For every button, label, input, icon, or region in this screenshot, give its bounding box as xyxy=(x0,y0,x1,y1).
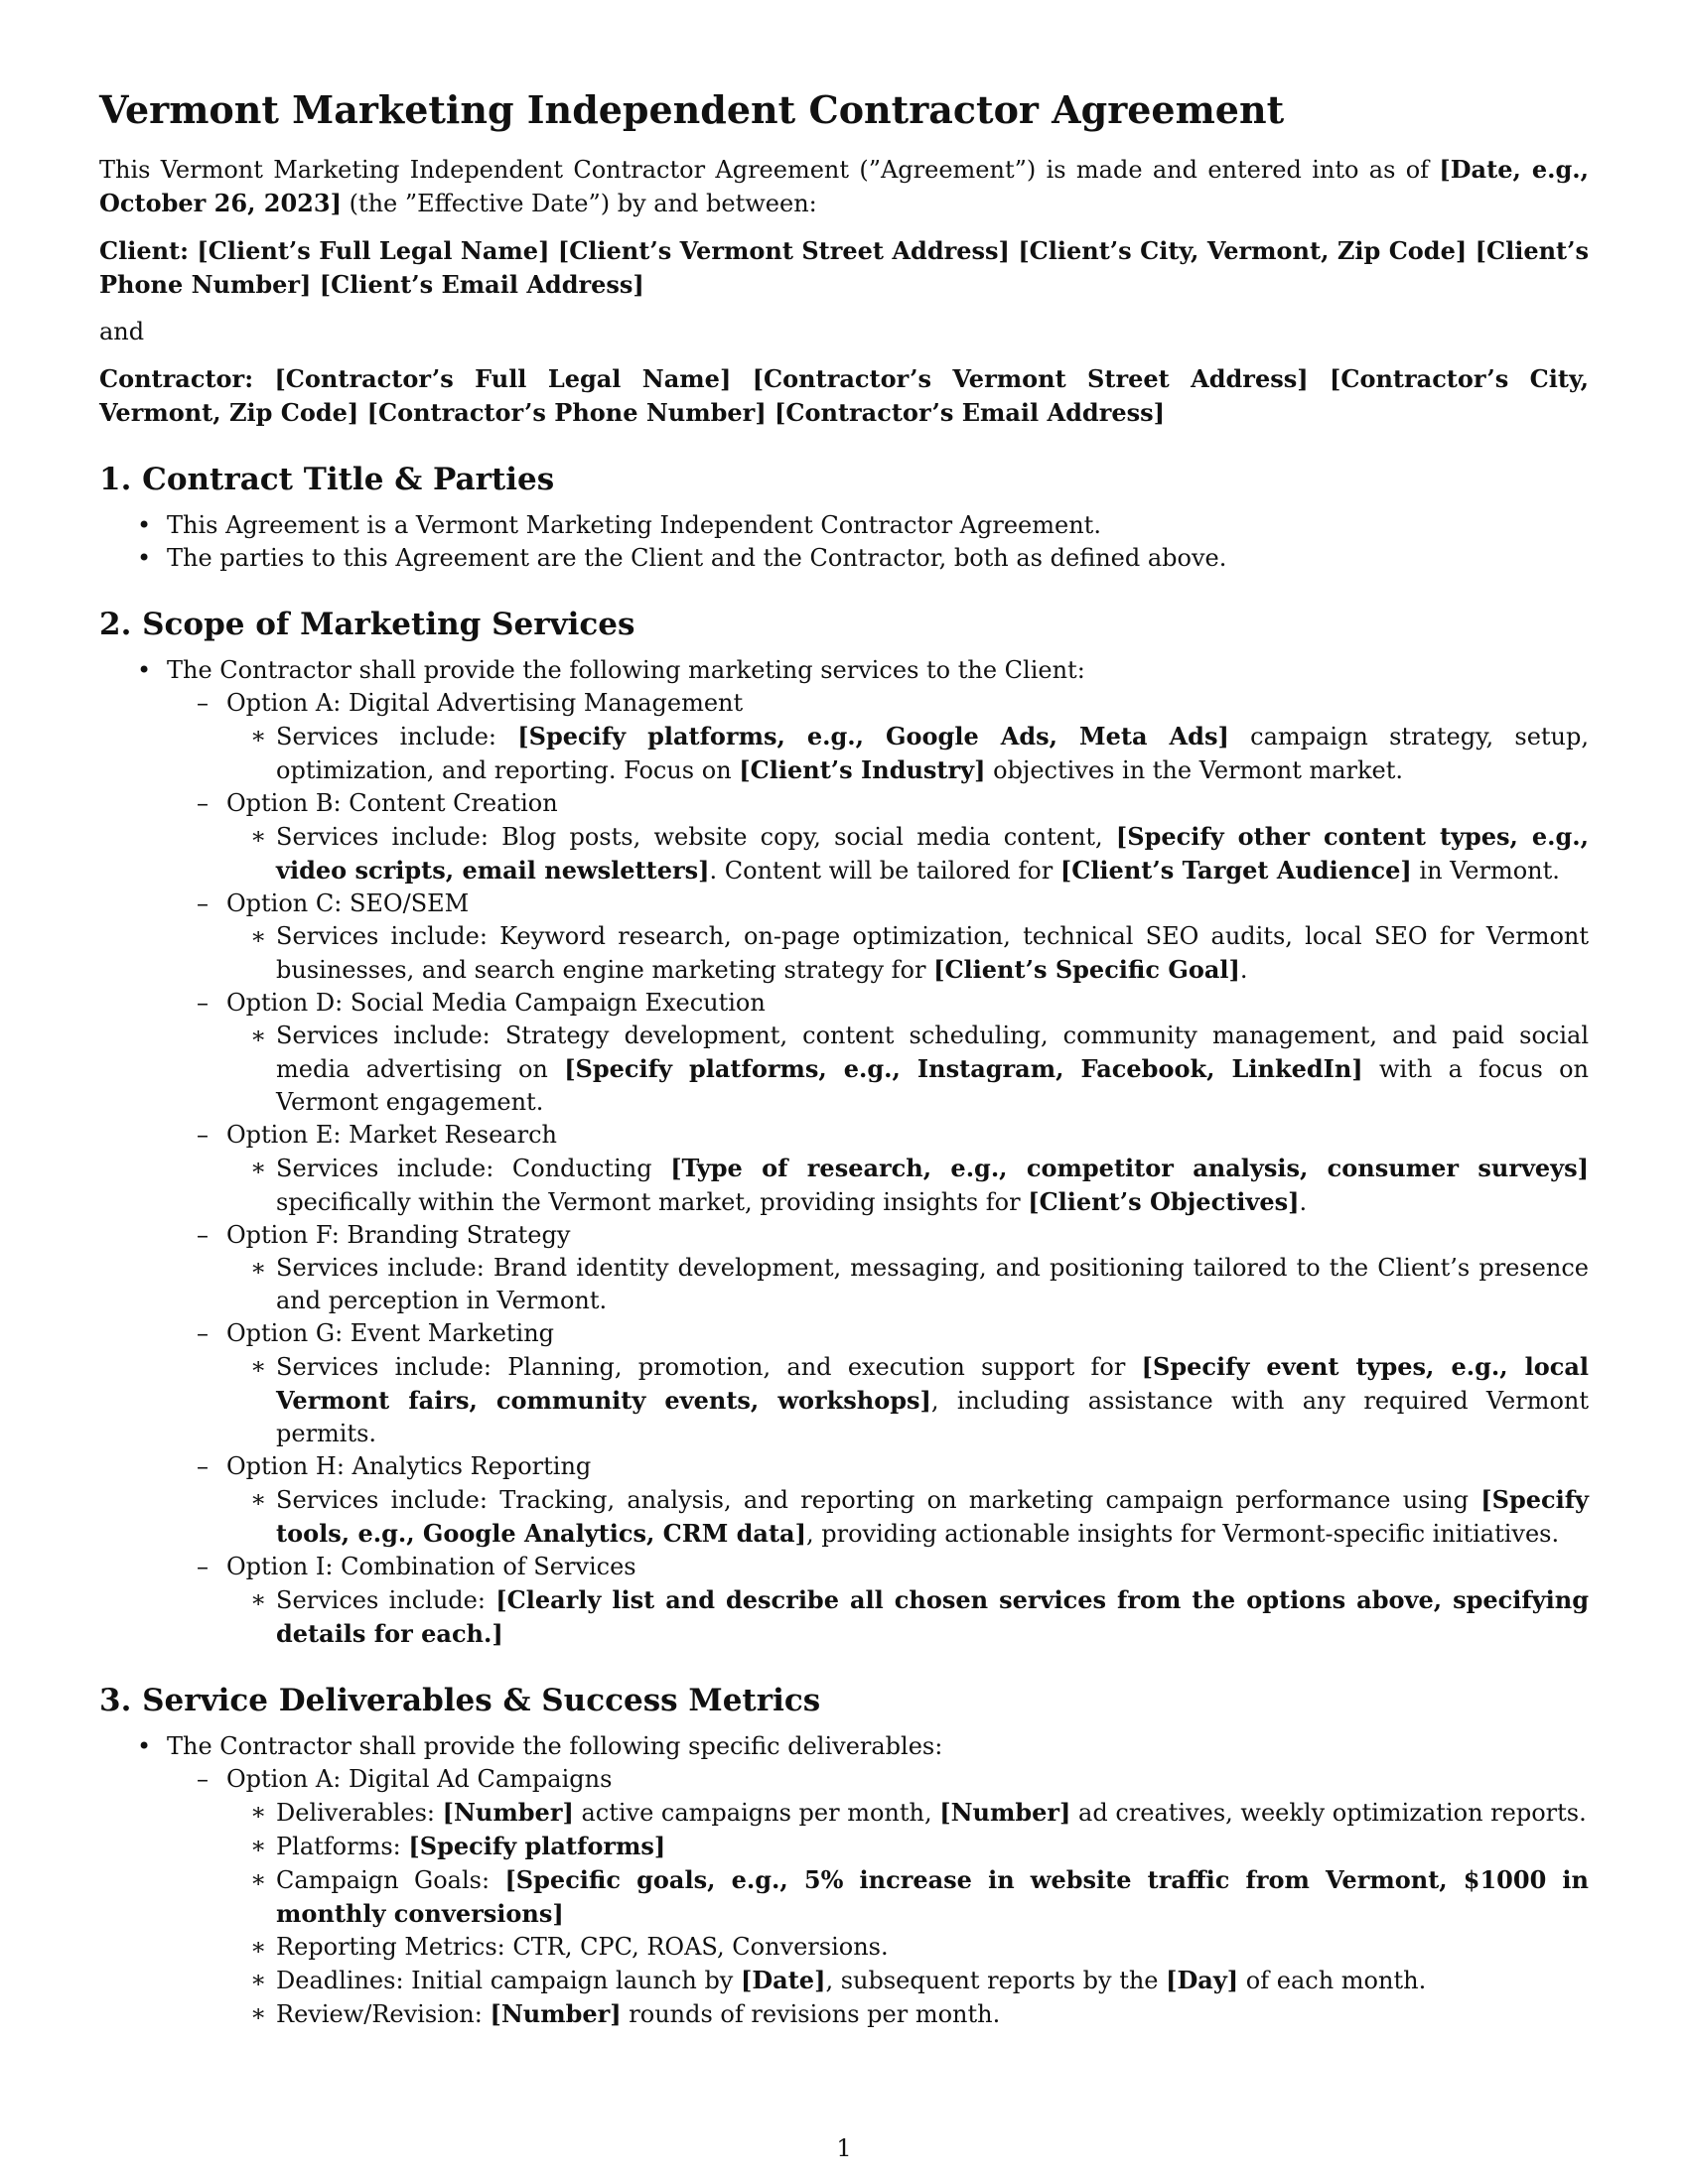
section-2-heading: 2. Scope of Marketing Services xyxy=(99,607,635,642)
placeholder: [Day] xyxy=(1166,1966,1239,1994)
option-label: Option D: Social Media Campaign Execution xyxy=(226,989,766,1017)
option-a-details xyxy=(226,720,1589,787)
client-block xyxy=(99,234,1589,302)
document-title: Vermont Marketing Independent Contractor Agreement xyxy=(99,87,1285,132)
text: . Content will be tailored for xyxy=(709,857,1060,885)
placeholder: [Number] xyxy=(490,1999,622,2028)
placeholder: [Client’s Specific Goal] xyxy=(933,955,1240,984)
list-item xyxy=(99,654,1589,1651)
text: Deadlines: Initial campaign launch by xyxy=(276,1967,741,1994)
section-3-heading: 3. Service Deliverables & Success Metrics xyxy=(99,1683,821,1718)
text: Services include: Tracking, analysis, and reporting on marketing campaign performance using xyxy=(276,1486,1481,1514)
list-item xyxy=(226,920,1589,987)
section-2-lead: The Contractor shall provide the following marketing services to the Client: xyxy=(167,656,1085,684)
option-i-details xyxy=(226,1583,1589,1651)
option-d xyxy=(167,987,1589,1119)
list-item xyxy=(99,1730,1589,2031)
list-item xyxy=(226,820,1589,887)
option-h xyxy=(167,1450,1589,1551)
text: Platforms: xyxy=(276,1833,409,1860)
list-item xyxy=(226,1583,1589,1651)
placeholder: [Specific goals, e.g., 5% increase in website traffic from Vermont, $1000 in monthly conversions] xyxy=(276,1865,1589,1928)
option-g-details xyxy=(226,1350,1589,1450)
option-g xyxy=(167,1317,1589,1450)
option-label: Option G: Event Marketing xyxy=(226,1319,555,1347)
text: with a focus on Vermont engagement. xyxy=(276,1055,1589,1116)
text: ad creatives, weekly optimization reports. xyxy=(1070,1799,1587,1827)
placeholder: [Specify tools, e.g., Google Analytics, CRM data] xyxy=(276,1485,1589,1548)
text: Campaign Goals: xyxy=(276,1866,505,1894)
option-label: Option A: Digital Advertising Management xyxy=(226,689,744,717)
section-3-lead: The Contractor shall provide the following specific deliverables: xyxy=(167,1732,943,1760)
option-i xyxy=(167,1551,1589,1651)
list-item: • The parties to this Agreement are the Client and the Contractor, both as defined above. xyxy=(99,542,1589,575)
option-b-details xyxy=(226,820,1589,887)
option-label: Option C: SEO/SEM xyxy=(226,889,470,917)
text: objectives in the Vermont market. xyxy=(985,756,1404,784)
option-b xyxy=(167,787,1589,887)
list-item xyxy=(226,1796,1589,1830)
text: Services include: Strategy development, content scheduling, community management, and paid social media advertising on xyxy=(276,1022,1589,1083)
option-e xyxy=(167,1119,1589,1219)
option-f-details xyxy=(226,1252,1589,1317)
list-item: • This Agreement is a Vermont Marketing Independent Contractor Agreement. xyxy=(99,509,1589,542)
text: . xyxy=(1299,1188,1308,1216)
option-c xyxy=(167,887,1589,987)
option-label: Option B: Content Creation xyxy=(226,789,558,817)
list-item xyxy=(226,720,1589,787)
text: Review/Revision: xyxy=(276,2000,491,2028)
list-item xyxy=(226,1350,1589,1450)
contractor-details: Contractor: [Contractor’s Full Legal Name] [Contractor’s Vermont Street Address] [Contractor’s City, Vermont, Zip Code] [Contractor’s Phone Number] [Contractor’s Email Address] xyxy=(99,364,1589,427)
placeholder: [Specify platforms, e.g., Instagram, Facebook, LinkedIn] xyxy=(564,1054,1363,1083)
option-label: Option H: Analytics Reporting xyxy=(226,1452,592,1480)
list-item xyxy=(226,1863,1589,1931)
document-page xyxy=(99,87,1589,2031)
placeholder: [Specify platforms] xyxy=(408,1832,666,1860)
text: Services include: xyxy=(276,723,518,751)
list-item xyxy=(226,1483,1589,1551)
option-f xyxy=(167,1219,1589,1317)
text: of each month. xyxy=(1238,1967,1427,1994)
text: Services include: Planning, promotion, and execution support for xyxy=(276,1353,1142,1381)
option-label: Option E: Market Research xyxy=(226,1121,557,1149)
option-label: Option F: Branding Strategy xyxy=(226,1221,571,1249)
text: active campaigns per month, xyxy=(573,1799,940,1827)
list-item xyxy=(226,1152,1589,1219)
text: rounds of revisions per month. xyxy=(621,2000,1001,2028)
intro-text-end: (the ”Effective Date”) by and between: xyxy=(341,190,817,217)
placeholder: [Number] xyxy=(442,1798,574,1827)
placeholder: [Client’s Target Audience] xyxy=(1059,856,1412,885)
list-item: ∗ Reporting Metrics: CTR, CPC, ROAS, Conversions. xyxy=(226,1931,1589,1964)
client-details: Client: [Client’s Full Legal Name] [Client’s Vermont Street Address] [Client’s City, Vermont, Zip Code] [Client’s Phone Number] [Client’s Email Address] xyxy=(99,236,1589,299)
text: Deliverables: xyxy=(276,1799,443,1827)
text: in Vermont. xyxy=(1411,857,1560,885)
text: specifically within the Vermont market, providing insights for xyxy=(276,1188,1029,1216)
placeholder: [Client’s Objectives] xyxy=(1028,1187,1300,1216)
list-item xyxy=(226,1997,1589,2031)
option-c-details xyxy=(226,920,1589,987)
date-placeholder: [Date, e.g., October 26, 2023] xyxy=(99,155,1589,217)
text: , providing actionable insights for Vermont-specific initiatives. xyxy=(805,1520,1560,1548)
option-e-details xyxy=(226,1152,1589,1219)
section-1-list xyxy=(99,509,1589,575)
and-text: and xyxy=(99,318,145,345)
list-item xyxy=(226,1964,1589,1997)
section-2-list xyxy=(99,654,1589,1651)
option-label: Option A: Digital Ad Campaigns xyxy=(226,1765,613,1793)
intro-text: This Vermont Marketing Independent Contractor Agreement (”Agreement”) is made and entered into as of xyxy=(99,156,1440,184)
contractor-block xyxy=(99,362,1589,430)
list-item xyxy=(226,1830,1589,1863)
placeholder: [Specify other content types, e.g., video scripts, email newsletters] xyxy=(276,822,1589,885)
placeholder: [Specify event types, e.g., local Vermont fairs, community events, workshops] xyxy=(276,1352,1589,1415)
option-h-details xyxy=(226,1483,1589,1551)
list-item xyxy=(226,1252,1589,1317)
text: Services include: xyxy=(276,1586,496,1614)
placeholder: [Client’s Industry] xyxy=(739,755,986,784)
text: Services include: Blog posts, website copy, social media content, xyxy=(276,823,1116,851)
text: Services include: Keyword research, on-page optimization, technical SEO audits, local SEO for Vermont businesses, and search engine marketing strategy for xyxy=(276,922,1589,984)
intro-paragraph xyxy=(99,153,1589,220)
list-item xyxy=(226,1020,1589,1119)
option-d-details xyxy=(226,1020,1589,1119)
text: . xyxy=(1239,956,1248,984)
placeholder: [Specify platforms, e.g., Google Ads, Meta Ads] xyxy=(517,722,1229,751)
deliverable-option-a xyxy=(167,1763,1589,2031)
deliverable-option-a-details xyxy=(226,1796,1589,2031)
placeholder: [Type of research, e.g., competitor analysis, consumer surveys] xyxy=(670,1154,1589,1182)
option-label: Option I: Combination of Services xyxy=(226,1553,636,1580)
placeholder: [Number] xyxy=(939,1798,1071,1827)
option-a xyxy=(167,687,1589,787)
deliverable-options-list xyxy=(167,1763,1589,2031)
text: , including assistance with any required Vermont permits. xyxy=(276,1387,1589,1447)
section-3-list xyxy=(99,1730,1589,2031)
text: , subsequent reports by the xyxy=(825,1967,1167,1994)
text: Services include: Conducting xyxy=(276,1155,671,1182)
placeholder: [Date] xyxy=(741,1966,826,1994)
text: campaign strategy, setup, optimization, and reporting. Focus on xyxy=(276,723,1589,784)
text: Services include: Brand identity development, messaging, and positioning tailored to the Client’s presence and perception in Vermont. xyxy=(276,1254,1589,1314)
section-1-heading: 1. Contract Title & Parties xyxy=(99,462,555,497)
options-list xyxy=(167,687,1589,1651)
page-number: 1 xyxy=(836,2134,852,2162)
placeholder: [Clearly list and describe all chosen services from the options above, specifying details for each.] xyxy=(276,1585,1589,1648)
